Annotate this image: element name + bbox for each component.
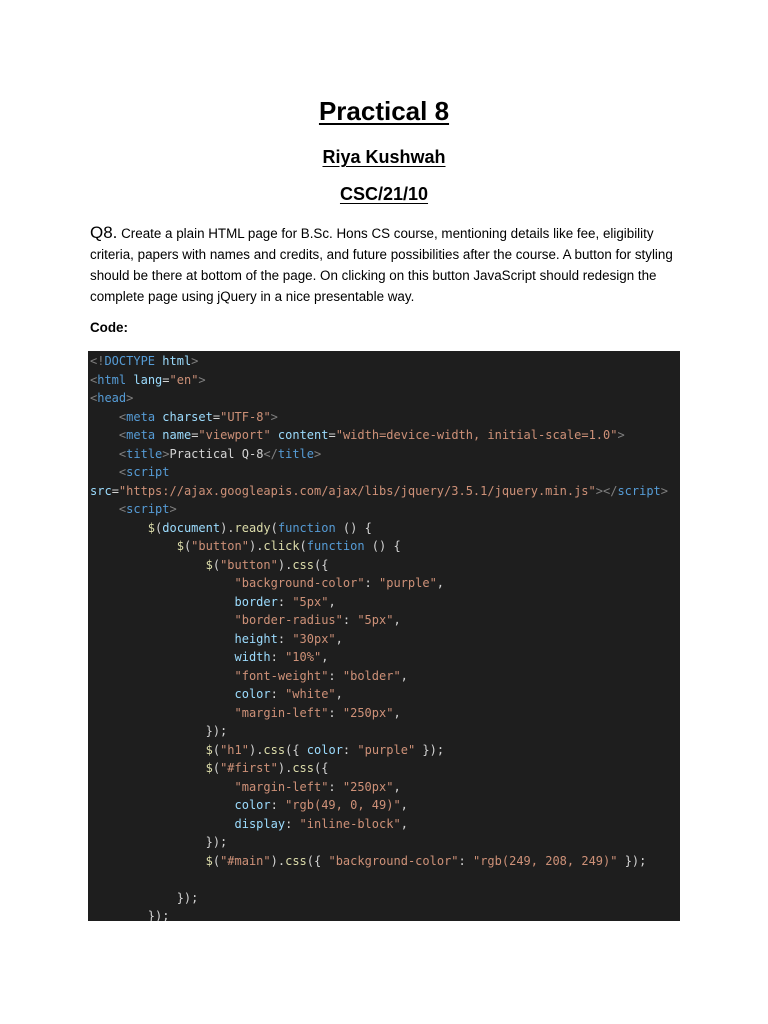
code-token [271,428,278,442]
code-line [90,852,646,870]
code-token: "viewport" [198,428,271,442]
code-token: script [617,483,661,498]
code-token: meta [126,428,156,442]
code-token: , [328,594,336,609]
code-token: > [126,391,134,405]
code-token [90,595,235,609]
code-token: document [162,520,221,535]
code-token: "250px" [342,779,394,794]
code-line [90,593,336,611]
code-line [90,500,177,518]
code-token: < [90,372,98,387]
code-token: script [126,465,170,479]
code-token: , [335,687,343,701]
code-line [90,741,444,759]
code-line [90,889,198,907]
code-token: }); [90,835,228,849]
code-token [90,521,148,535]
code-token: , [400,668,408,683]
code-block [88,351,680,921]
code-token: , [400,816,408,831]
code-token: < [118,428,127,442]
code-token: ></ [595,483,618,498]
code-token: , [400,798,408,812]
code-line [90,426,625,444]
code-token: height [234,631,278,646]
code-token: "purple" [379,576,437,590]
code-token: "background-color" [328,853,459,868]
code-token: : [270,687,286,701]
code-token: : [328,668,343,683]
code-token: "#first" [220,761,278,775]
code-line [90,556,328,574]
code-token [90,650,235,664]
code-token: > [270,409,278,424]
code-token: () { [364,539,401,553]
code-token: ({ [306,853,329,868]
code-label: Code: [90,320,128,335]
code-line [90,907,169,921]
code-token: Practical Q-8 [169,446,264,461]
code-line [90,815,408,833]
question-text: Create a plain HTML page for B.Sc. Hons CS course, mentioning details like fee, eligibility criteria, papers with names and credits, and future possibilities after the course. A button for styling should be there at bottom of the page. On clicking on this button JavaScript should redesign the complete page using jQuery in a nice presentable way. [90,226,673,304]
code-token: $ [147,520,156,535]
code-token: <! [90,354,105,368]
code-token: : [342,613,358,627]
code-token [90,428,119,442]
code-token: > [191,354,199,368]
code-line [90,722,227,740]
code-token: "rgb(49, 0, 49)" [285,798,401,812]
code-token: css [292,761,314,775]
code-token: > [169,502,177,516]
code-token: < [118,409,127,424]
code-token: : [458,853,473,868]
code-token: "rgb(249, 208, 249)" [472,853,618,868]
code-token: > [198,372,206,387]
code-token: ({ [314,761,329,775]
author-name [0,145,768,169]
code-token [90,817,235,831]
code-token: > [314,446,322,461]
code-token: "font-weight" [234,668,329,683]
code-token: : [285,816,300,831]
code-token [90,743,206,757]
code-token: $ [205,557,213,572]
code-token: : [277,631,293,646]
code-line [90,667,408,685]
code-token: $ [176,539,184,553]
code-token: display [234,816,286,831]
code-token: function [277,520,336,535]
code-token: html [97,372,127,387]
code-token: "background-color" [234,576,365,590]
code-token: "30px" [292,631,336,646]
code-token: ). [220,520,235,535]
code-token: click [263,539,300,553]
code-token: ( [183,539,192,553]
code-token: "bolder" [342,668,401,683]
code-line [90,778,401,796]
code-token: "white" [285,687,336,701]
code-token: "en" [169,372,199,387]
code-token: ( [155,520,163,535]
code-line [90,389,133,407]
code-token: }); [90,890,199,905]
code-token: < [118,446,127,461]
code-token: $ [205,742,213,757]
code-token: ( [212,742,221,757]
code-token: = [111,483,119,498]
code-token: , [393,613,401,627]
code-token: width [234,650,271,664]
code-line [90,796,408,814]
code-line [90,445,321,463]
page-title [0,94,768,128]
code-token: ). [248,742,264,757]
code-token [90,669,235,683]
code-token [90,613,235,627]
code-token: src [90,483,112,498]
code-line [90,519,372,537]
code-token: , [321,650,329,664]
code-token [90,780,235,794]
code-token: ). [277,557,293,572]
code-token: , [393,705,401,720]
code-token: html [162,354,192,368]
code-token: $ [205,853,213,868]
question-paragraph [90,222,680,307]
code-line [90,704,401,722]
code-token: "https://ajax.googleapis.com/ajax/libs/jquery/3.5.1/jquery.min.js" [118,483,596,498]
code-token: $ [205,761,213,775]
code-token: ( [212,557,221,572]
code-token: title [126,446,163,461]
code-token [90,465,119,479]
code-token [90,539,177,553]
code-line [90,685,343,703]
code-token: "10%" [285,650,322,664]
code-token: charset [162,409,213,424]
code-token: > [162,446,170,461]
code-token: lang [133,372,163,387]
author-name-text: Riya Kushwah [322,147,446,167]
code-token: () { [335,520,372,535]
code-line [90,574,444,592]
code-token: "margin-left" [234,779,329,794]
code-token: </ [263,446,278,461]
question-number: Q8. [90,223,118,242]
code-token: "width=device-width, initial-scale=1.0" [335,428,618,442]
code-token: : [328,779,343,794]
code-token: > [617,428,625,442]
code-token: : [342,742,358,757]
code-token: "5px" [357,613,394,627]
code-token [90,854,206,868]
code-token: , [335,631,343,646]
code-token: : [328,705,343,720]
code-line [90,537,401,555]
code-line [90,371,206,389]
code-token: , [436,576,445,590]
code-token: < [118,465,127,479]
code-token: content [277,428,329,442]
code-line [90,648,328,666]
code-token: color [234,798,271,812]
roll-number [0,182,768,206]
code-token: : [277,594,293,609]
code-token: "UTF-8" [220,409,271,424]
code-token: "border-radius" [234,613,343,627]
code-token: "button" [220,557,278,572]
code-token: ). [248,539,264,553]
code-token [90,410,119,424]
code-line [90,630,343,648]
code-token: ({ [314,557,329,572]
code-token: }); [415,742,445,757]
code-token: ( [270,520,278,535]
code-token: "margin-left" [234,705,329,720]
code-token [90,706,235,720]
code-token: < [118,502,127,516]
code-token: head [97,391,127,405]
code-token [90,576,235,590]
code-token: : [364,576,379,590]
page-title-text: Practical 8 [318,96,450,126]
code-token: = [328,428,336,442]
code-token: name [162,428,192,442]
code-token: color [234,687,271,701]
code-token: }); [617,853,647,868]
code-token [90,687,235,701]
code-token: ready [234,520,271,535]
code-token: css [292,557,314,572]
code-token: > [660,483,669,498]
code-line [90,463,170,481]
code-token: }); [90,724,228,738]
code-token: }); [90,909,170,921]
code-token: border [234,594,278,609]
code-token: meta [126,409,156,424]
code-token: ). [277,761,293,775]
code-token: ({ [285,742,307,757]
code-token [90,502,119,516]
code-token [90,632,235,646]
code-token [90,558,206,572]
code-token: : [270,650,286,664]
code-token: = [212,409,221,424]
code-token: DOCTYPE [104,354,156,368]
code-token: "purple" [357,742,416,757]
code-token: css [263,742,286,757]
code-token: < [90,391,98,405]
code-token: = [162,372,170,387]
code-token: "inline-block" [299,816,401,831]
code-token: css [285,853,307,868]
code-line [90,759,328,777]
code-token: : [270,798,286,812]
code-token: = [191,428,199,442]
code-token: ). [270,853,286,868]
roll-number-text: CSC/21/10 [339,184,429,204]
code-token: "h1" [220,742,249,757]
code-token: "5px" [292,594,329,609]
code-line [90,833,227,851]
code-token: "250px" [342,705,394,720]
code-line [90,408,278,426]
code-line [90,352,198,370]
code-token: title [277,446,314,461]
code-line [90,482,668,500]
code-token [90,447,119,461]
code-token [90,798,235,812]
code-token: function [306,539,365,553]
code-token: ( [212,853,221,868]
code-token: "#main" [220,853,271,868]
code-token [90,761,206,775]
code-token: color [306,742,343,757]
code-line [90,611,401,629]
code-token: ( [212,761,221,775]
code-token: , [393,779,401,794]
code-token: "button" [191,539,249,553]
code-token: ( [299,539,307,553]
code-token: script [126,502,170,516]
